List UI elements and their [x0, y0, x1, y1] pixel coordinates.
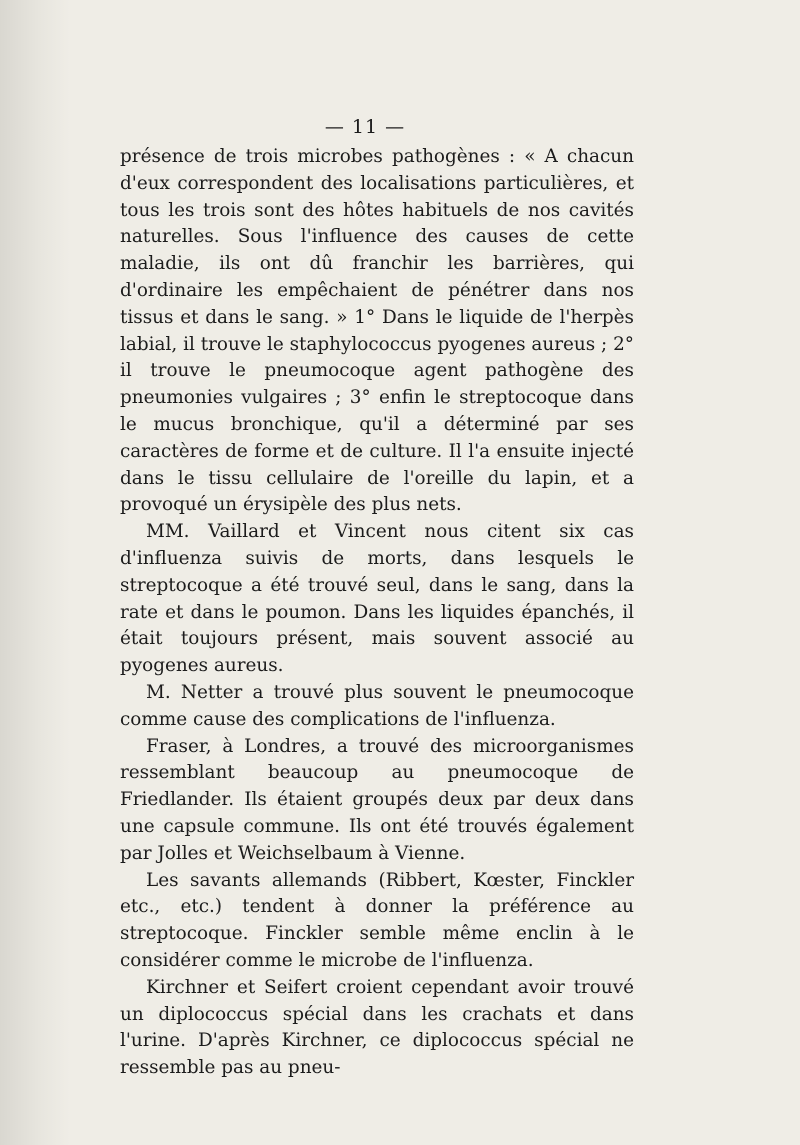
paragraph-vaillard-vincent: MM. Vaillard et Vincent nous citent six cas d'influenza suivis de morts, dans lesquels le streptocoque a été trouvé seul, dans le sang, dans la rate et dans le poumon. Dans les liquides épanchés, il était toujours présent, mais souvent associé au pyogenes aureus.	[120, 521, 634, 677]
paragraph-savants-allemands: Les savants allemands (Ribbert, Kœster, Finckler etc., etc.) tendent à donner la préférence au streptocoque. Finckler semble même enclin à le considérer comme le microbe de l'influenza.	[120, 869, 634, 971]
paragraph-continued: présence de trois microbes pathogènes : « A chacun d'eux correspondent des localisations particulières, et tous les trois sont des hôtes habituels de nos cavités naturelles. Sous l'influence des causes de cette maladie, ils ont dû franchir les barrières, qui d'ordinaire les empêchaient de pénétrer dans nos tissus et dans le sang. » 1° Dans le liquide de l'herpès labial, il trouve le staphylococcus pyogenes aureus ; 2° il trouve le pneumocoque agent pathogène des pneumonies vulgaires ; 3° enfin le streptocoque dans le mucus bronchique, qu'il a déterminé par ses caractères de forme et de culture. Il l'a ensuite injecté dans le tissu cellulaire de l'oreille du lapin, et a provoqué un érysipèle des plus nets.	[120, 146, 634, 516]
paragraph-kirchner-seifert: Kirchner et Seifert croient cependant avoir trouvé un diplococcus spécial dans les crachats et dans l'urine. D'après Kirchner, ce diplococcus spécial ne ressemble pas au pneu-	[120, 976, 634, 1079]
body-text	[120, 144, 634, 1082]
paragraph-netter: M. Netter a trouvé plus souvent le pneumocoque comme cause des complications de l'influenza.	[120, 681, 634, 730]
paragraph-fraser: Fraser, à Londres, a trouvé des microorganismes ressemblant beaucoup au pneumocoque de Friedlander. Ils étaient groupés deux par deux dans une capsule commune. Ils ont été trouvés également par Jolles et Weichselbaum à Vienne.	[120, 735, 634, 864]
page-number: — 11 —	[324, 116, 406, 138]
